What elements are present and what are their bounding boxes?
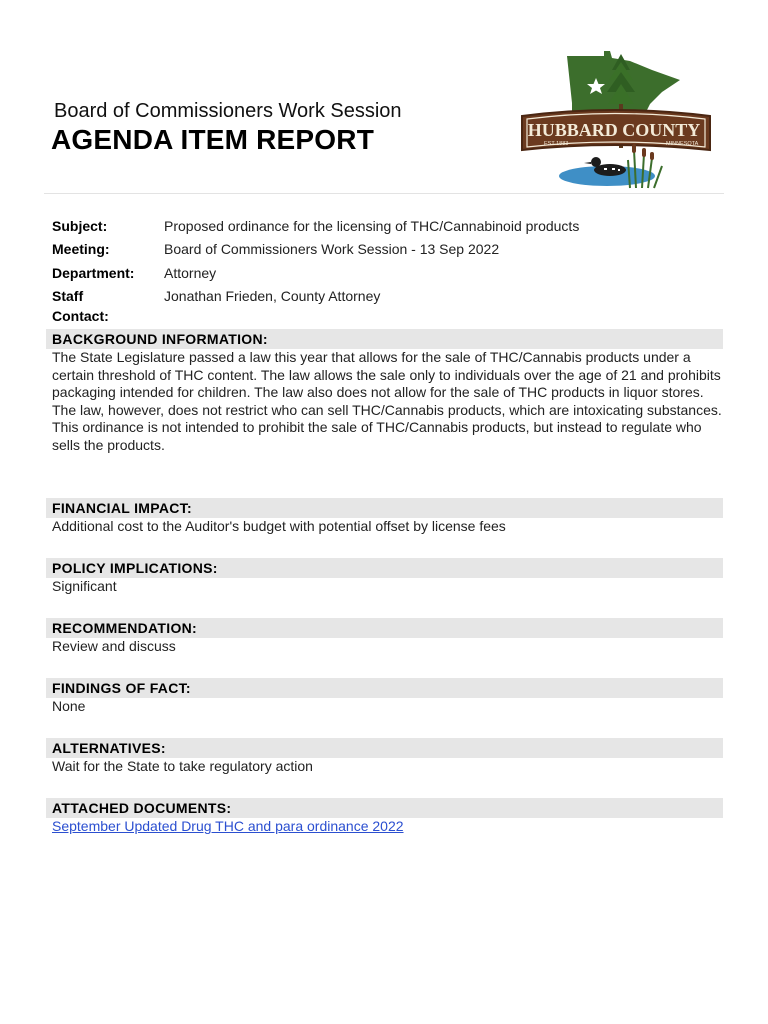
section-background [46, 329, 723, 454]
financial-body: Additional cost to the Auditor's budget with potential offset by license fees [52, 518, 506, 534]
report-subtitle: Board of Commissioners Work Session [54, 100, 402, 122]
section-findings [46, 678, 723, 716]
background-paragraph-1: The State Legislature passed a law this year that allows for the sale of THC/Cannabis products under a certain threshold of THC content. The law allows the sale only to individuals over the age of 21 and prohibits packaging intended for children. The law also does not allow for the sale of THC products in liquor stores. [52, 349, 721, 400]
attached-document-link[interactable]: September Updated Drug THC and para ordinance 2022 [52, 818, 404, 834]
section-alternatives [46, 738, 723, 776]
subject-value: Proposed ordinance for the licensing of THC/Cannabinoid products [164, 218, 580, 234]
findings-heading: FINDINGS OF FACT: [46, 678, 723, 698]
background-paragraph-2: The law, however, does not restrict who can sell THC/Cannabis products, which are intoxicating substances. This ordinance is not intended to prohibit the sale of THC/Cannabis products, but instead to regulate who sells the products. [52, 401, 722, 453]
subject-label: Subject: [52, 218, 108, 234]
report-title: AGENDA ITEM REPORT [51, 124, 375, 155]
logo-state: MINNESOTA [666, 141, 699, 147]
meeting-value: Board of Commissioners Work Session - 13 Sep 2022 [164, 241, 500, 258]
staff-contact-value: Jonathan Frieden, County Attorney [164, 287, 381, 304]
attached-heading: ATTACHED DOCUMENTS: [46, 798, 723, 818]
recommendation-heading: RECOMMENDATION: [46, 618, 723, 638]
alternatives-heading: ALTERNATIVES: [46, 738, 723, 758]
header-divider [44, 193, 724, 194]
section-recommendation [46, 618, 723, 656]
department-label: Department: [52, 264, 135, 281]
section-attached [46, 798, 723, 836]
attached-body [46, 818, 723, 836]
department-value: Attorney [164, 264, 217, 281]
logo-est: EST 1883 [544, 141, 569, 147]
hubbard-county-logo [512, 48, 717, 190]
section-financial [46, 498, 723, 536]
logo-county-name: HUBBARD COUNTY [527, 120, 701, 140]
alternatives-body: Wait for the State to take regulatory action [52, 758, 313, 774]
meeting-label: Meeting: [52, 241, 110, 258]
financial-heading: FINANCIAL IMPACT: [46, 498, 723, 518]
policy-body: Significant [52, 578, 117, 594]
background-body [46, 349, 723, 454]
background-heading: BACKGROUND INFORMATION: [46, 329, 723, 349]
findings-body: None [52, 698, 86, 714]
staff-contact-label: Staff Contact: [52, 287, 109, 324]
recommendation-body: Review and discuss [52, 638, 176, 654]
policy-heading: POLICY IMPLICATIONS: [46, 558, 723, 578]
section-policy [46, 558, 723, 596]
